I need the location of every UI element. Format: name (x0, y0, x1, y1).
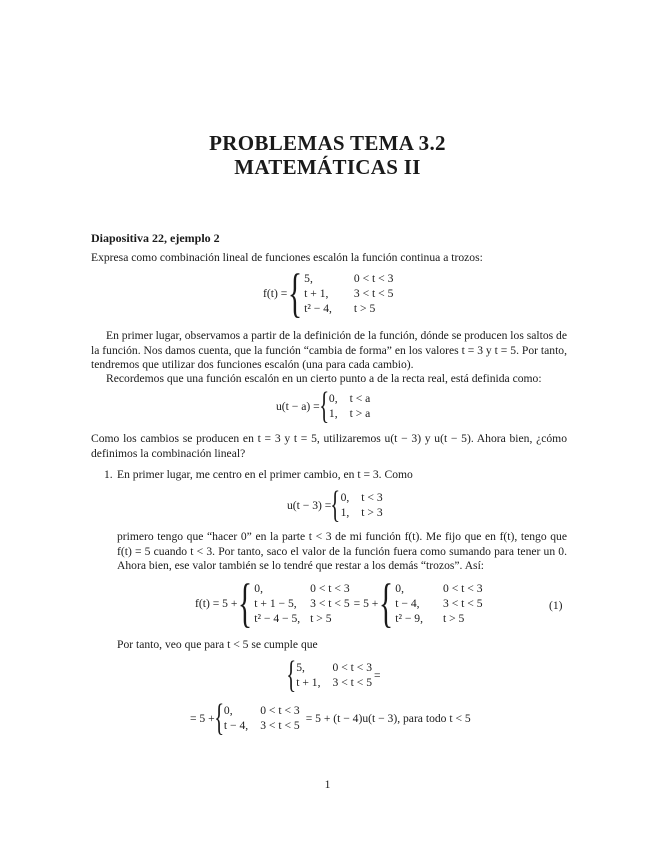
eq3-lhs: = 5 + (190, 711, 215, 725)
equation-2 (286, 654, 381, 696)
equation-1 (195, 573, 483, 633)
formula-f-lhs: f(t) = (263, 287, 288, 301)
case-condition: 0 < t < 3 (353, 272, 394, 286)
left-brace: { (330, 484, 341, 526)
formula-u-3 (287, 484, 383, 526)
case-value: t² − 4, (304, 302, 332, 316)
list-item-paragraph: primero tengo que “hacer 0” en la parte t < 3 de mi función f(t). Me fijo que en f(t), tengo que f(t) = 5 cuando t < 3. Por tanto, saco el valor de la función fuera como sumando para tener un 0. Ahora bien, ese valor también se lo tendré que restar a los demás “trozos”. Así: (117, 530, 567, 572)
equation-3 (190, 697, 471, 739)
eq3-rhs: = 5 + (t − 4)u(t − 3), para todo t < 5 (305, 711, 471, 725)
case-condition: 0 < t < 3 (310, 582, 350, 596)
case-value: 1, (328, 407, 338, 421)
left-brace: { (286, 654, 297, 696)
list-item-text: En primer lugar, me centro en el primer cambio, en t = 3. Como (117, 468, 413, 481)
formula-u-cases (329, 392, 370, 420)
case-value: t + 1, (304, 287, 329, 301)
case-condition: t > 5 (443, 612, 465, 626)
left-brace: { (213, 697, 224, 739)
eq1-cases-b (395, 582, 482, 625)
case-value: t − 4, (395, 597, 420, 611)
case-value: 0, (395, 582, 404, 596)
case-value: 5, (296, 661, 305, 675)
formula-u-a (276, 385, 371, 427)
page-title-line2: MATEMÁTICAS II (234, 155, 421, 179)
case-value: t + 1 − 5, (254, 597, 297, 611)
equation-number: (1) (549, 599, 563, 612)
case-condition: 0 < t < 3 (332, 661, 373, 675)
case-value: 0, (254, 582, 263, 596)
eq1-cases-a (254, 582, 349, 625)
paragraph-3: Como los cambios se producen en t = 3 y t = 5, utilizaremos u(t − 3) y u(t − 5). Ahora bien, ¿cómo definimos la combinación lineal? (91, 432, 567, 460)
case-condition: 3 < t < 5 (353, 287, 394, 301)
page-title-line1: PROBLEMAS TEMA 3.2 (209, 131, 446, 155)
case-condition: 3 < t < 5 (260, 719, 300, 733)
left-brace: { (318, 385, 329, 427)
formula-f-cases (304, 272, 393, 315)
case-condition: 3 < t < 5 (443, 597, 483, 611)
eq2-cases (296, 661, 372, 689)
list-item-marker: 1. (104, 468, 113, 481)
case-value: 1, (340, 506, 350, 520)
eq2-rhs: = (374, 668, 381, 682)
case-value: 0, (328, 392, 338, 406)
list-item-paragraph-2: Por tanto, veo que para t < 5 se cumple que (117, 638, 318, 651)
case-condition: t > 5 (310, 612, 332, 626)
case-value: t + 1, (296, 676, 321, 690)
case-condition: t > 3 (361, 506, 383, 520)
case-condition: t < a (349, 392, 371, 406)
case-condition: 0 < t < 3 (443, 582, 483, 596)
case-value: t² − 4 − 5, (254, 612, 301, 626)
case-value: t² − 9, (395, 612, 423, 626)
section-heading: Diapositiva 22, ejemplo 2 (91, 231, 220, 245)
case-condition: t > 5 (353, 302, 376, 316)
formula-f-piecewise (263, 263, 394, 323)
left-brace: { (379, 573, 394, 633)
case-condition: 0 < t < 3 (260, 704, 300, 718)
case-value: 5, (304, 272, 313, 286)
case-value: 0, (340, 491, 350, 505)
formula-u3-lhs: u(t − 3) = (287, 498, 332, 512)
eq3-cases (224, 704, 300, 732)
case-condition: t < 3 (361, 491, 383, 505)
eq1-lhs: f(t) = 5 + (195, 597, 238, 611)
eq1-mid: = 5 + (353, 597, 379, 611)
formula-u3-cases (341, 491, 383, 519)
problem-statement: Expresa como combinación lineal de funciones escalón la función continua a trozos: (91, 251, 483, 264)
left-brace: { (238, 573, 253, 633)
case-condition: t > a (349, 407, 371, 421)
paragraph-2: Recordemos que una función escalón en un cierto punto a de la recta real, está definida como: (106, 372, 542, 385)
case-value: t − 4, (223, 719, 249, 733)
case-value: 0, (223, 704, 233, 718)
formula-u-lhs: u(t − a) = (276, 399, 320, 413)
case-condition: 3 < t < 5 (332, 676, 373, 690)
page-number: 1 (324, 778, 331, 791)
case-condition: 3 < t < 5 (310, 597, 350, 611)
paragraph-1: En primer lugar, observamos a partir de la definición de la función, dónde se producen los saltos de la función. Nos damos cuenta, que la función “cambia de forma” en los valores t = 3 y t = 5. Por tanto, tendremos que utilizar dos funciones escalón (una para cada cambio). (91, 329, 567, 371)
left-brace: { (288, 263, 303, 323)
